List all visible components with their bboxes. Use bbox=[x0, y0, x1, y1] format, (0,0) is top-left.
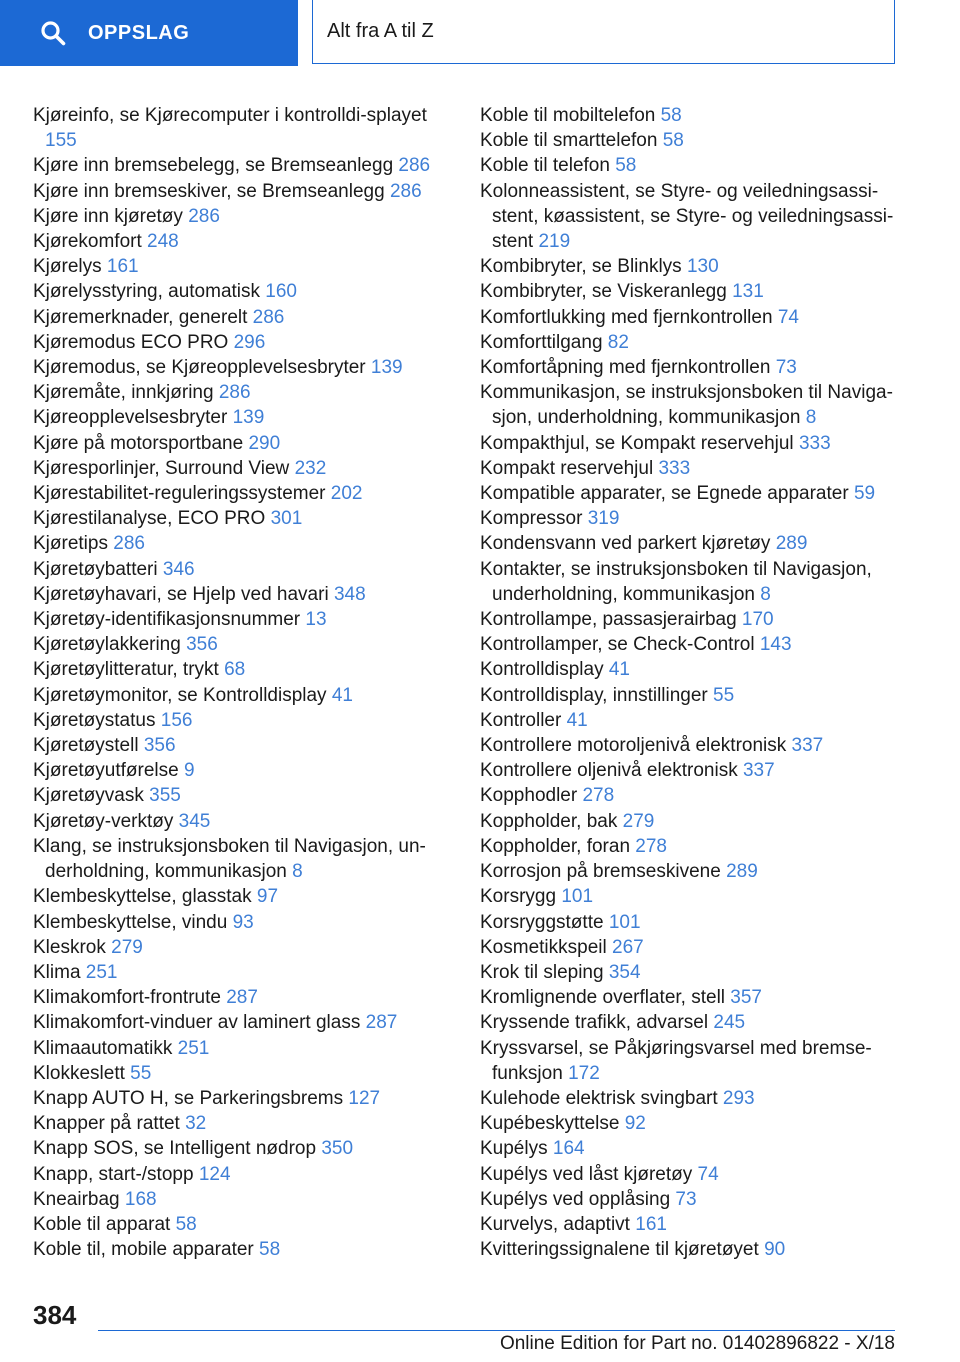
entry-text: Kjørelysstyring, automatisk bbox=[33, 281, 261, 303]
page-link[interactable]: 286 bbox=[398, 155, 431, 177]
index-entry bbox=[480, 1136, 900, 1161]
index-entry bbox=[33, 809, 441, 834]
index-entry bbox=[33, 582, 441, 607]
page-link[interactable]: 73 bbox=[675, 1188, 697, 1210]
page-link[interactable]: 337 bbox=[791, 735, 824, 757]
entry-text: Komfortlukking med fjernkontrollen bbox=[480, 306, 773, 328]
page-link[interactable]: 32 bbox=[185, 1113, 207, 1135]
entry-text: Kontroller bbox=[480, 709, 562, 731]
page-link[interactable]: 279 bbox=[622, 810, 655, 832]
entry-text: Knapp SOS, se Intelligent nødrop bbox=[33, 1138, 317, 1160]
page-link[interactable]: 101 bbox=[561, 886, 594, 908]
page-link[interactable]: 139 bbox=[370, 357, 403, 379]
index-entry bbox=[480, 910, 900, 935]
entry-text: Kosmetikkspeil bbox=[480, 936, 607, 958]
page-link[interactable]: 287 bbox=[365, 1012, 398, 1034]
index-entry bbox=[480, 985, 900, 1010]
index-entry bbox=[480, 758, 900, 783]
index-entry bbox=[480, 834, 900, 859]
entry-text: Kupébeskyttelse bbox=[480, 1113, 620, 1135]
page-link[interactable]: 278 bbox=[635, 835, 667, 857]
index-entry bbox=[480, 506, 900, 531]
index-entry bbox=[33, 1212, 441, 1237]
page-link[interactable]: 333 bbox=[658, 457, 691, 479]
index-entry bbox=[33, 254, 441, 279]
index-entry bbox=[480, 330, 900, 355]
entry-text: Kjøre inn bremseskiver, se Bremseanlegg bbox=[33, 180, 385, 202]
page-link[interactable]: 130 bbox=[686, 256, 719, 278]
page-link[interactable]: 296 bbox=[233, 331, 266, 353]
page-link[interactable]: 93 bbox=[232, 911, 254, 933]
page-number: 384 bbox=[33, 1300, 77, 1330]
index-entry bbox=[480, 1111, 900, 1136]
page-link[interactable]: 127 bbox=[348, 1087, 381, 1109]
entry-text: Kommunikasjon, se instruksjonsboken til Naviga-sjon, underholdning, kommunikasjon bbox=[480, 382, 893, 429]
entry-text: Kompakt reservehjul bbox=[480, 457, 654, 479]
oppslag-tab[interactable] bbox=[0, 0, 298, 66]
index-entry bbox=[480, 305, 900, 330]
page-link[interactable]: 333 bbox=[798, 432, 831, 454]
page-link[interactable]: 139 bbox=[232, 407, 265, 429]
entry-text: Kjøretøybatteri bbox=[33, 558, 158, 580]
entry-text: Koble til telefon bbox=[480, 155, 610, 177]
page-link[interactable]: 245 bbox=[713, 1012, 746, 1034]
index-entry bbox=[33, 607, 441, 632]
index-entry bbox=[480, 960, 900, 985]
page-link[interactable]: 289 bbox=[775, 533, 808, 555]
entry-text: Kolonneassistent, se Styre- og veiledningsassi-stent, køassistent, se Styre- og veiledningsassi-stent bbox=[480, 180, 894, 253]
page-link[interactable]: 337 bbox=[742, 760, 775, 782]
entry-text: Kombibryter, se Blinklys bbox=[480, 256, 682, 278]
index-entry bbox=[33, 229, 441, 254]
page-link[interactable]: 97 bbox=[256, 886, 279, 908]
page-link[interactable]: 58 bbox=[615, 155, 637, 177]
index-entry bbox=[33, 330, 441, 355]
entry-text: Klembeskyttelse, glasstak bbox=[33, 886, 252, 908]
entry-text: Kjøretøy-identifikasjonsnummer bbox=[33, 609, 301, 631]
page-link[interactable]: 286 bbox=[113, 533, 145, 555]
entry-text: Kontrollamper, se Check-Control bbox=[480, 634, 755, 656]
entry-text: Kurvelys, adaptivt bbox=[480, 1213, 630, 1235]
index-entry bbox=[33, 834, 441, 884]
index-entry bbox=[480, 1086, 900, 1111]
index-entry bbox=[480, 1237, 900, 1262]
page-link[interactable]: 319 bbox=[587, 508, 620, 530]
index-entry bbox=[480, 179, 900, 255]
entry-text: Klimakomfort-frontrute bbox=[33, 987, 221, 1009]
entry-text: Kjøretøystell bbox=[33, 735, 139, 757]
index-entry bbox=[480, 935, 900, 960]
page-link[interactable]: 101 bbox=[608, 911, 641, 933]
entry-text: Kupélys ved låst kjøretøy bbox=[480, 1163, 693, 1185]
index-entry bbox=[480, 1010, 900, 1035]
entry-text: Klokkeslett bbox=[33, 1062, 125, 1084]
page-link[interactable]: 348 bbox=[333, 583, 366, 605]
entry-text: Kleskrok bbox=[33, 936, 106, 958]
page-link[interactable]: 143 bbox=[759, 634, 792, 656]
entry-text: Kulehode elektrisk svingbart bbox=[480, 1087, 718, 1109]
entry-text: Kjøre inn bremsebelegg, se Bremseanlegg bbox=[33, 155, 394, 177]
index-entry bbox=[33, 1086, 441, 1111]
entry-text: Kopphodler bbox=[480, 785, 578, 807]
page-link[interactable]: 92 bbox=[624, 1113, 646, 1135]
entry-text: Komforttilgang bbox=[480, 331, 603, 353]
index-entry bbox=[33, 708, 441, 733]
entry-text: Korsryggstøtte bbox=[480, 911, 604, 933]
page-link[interactable]: 170 bbox=[741, 609, 774, 631]
index-entry bbox=[33, 1036, 441, 1061]
index-entry bbox=[33, 204, 441, 229]
index-entry bbox=[33, 1136, 441, 1161]
page-link[interactable]: 161 bbox=[106, 256, 139, 278]
entry-text: Kompakthjul, se Kompakt reservehjul bbox=[480, 432, 794, 454]
entry-text: Kjøretøyhavari, se Hjelp ved havari bbox=[33, 583, 329, 605]
page-link[interactable]: 161 bbox=[635, 1213, 667, 1235]
entry-text: Kjøremodus ECO PRO bbox=[33, 331, 229, 353]
page-link[interactable]: 8 bbox=[760, 583, 771, 605]
page-link[interactable]: 55 bbox=[130, 1062, 152, 1084]
page-link[interactable]: 248 bbox=[147, 231, 179, 253]
entry-text: Kjørestilanalyse, ECO PRO bbox=[33, 508, 266, 530]
index-entry bbox=[480, 859, 900, 884]
index-entry bbox=[33, 279, 441, 304]
page-link[interactable]: 58 bbox=[175, 1213, 197, 1235]
index-entry bbox=[480, 657, 900, 682]
page-link[interactable]: 164 bbox=[552, 1138, 585, 1160]
page-link[interactable]: 41 bbox=[331, 684, 353, 706]
entry-text: Kompressor bbox=[480, 508, 583, 530]
entry-text: Korrosjon på bremseskivene bbox=[480, 861, 721, 883]
entry-text: Klimakomfort-vinduer av laminert glass bbox=[33, 1012, 361, 1034]
entry-text: Kjøresporlinjer, Surround View bbox=[33, 457, 290, 479]
page-link[interactable]: 267 bbox=[612, 936, 644, 958]
page-link[interactable]: 160 bbox=[265, 281, 297, 303]
page-link[interactable]: 90 bbox=[764, 1239, 786, 1261]
entry-text: Kjøre inn kjøretøy bbox=[33, 205, 183, 227]
page-link[interactable]: 286 bbox=[218, 382, 251, 404]
page-link[interactable]: 251 bbox=[177, 1037, 210, 1059]
entry-text: Kontrollampe, passasjerairbag bbox=[480, 609, 737, 631]
index-entry bbox=[33, 960, 441, 985]
page-link[interactable]: 41 bbox=[566, 709, 588, 731]
index-entry bbox=[33, 153, 441, 178]
index-entry bbox=[33, 758, 441, 783]
index-entry bbox=[480, 557, 900, 607]
page-link[interactable]: 68 bbox=[224, 659, 246, 681]
page-link[interactable]: 168 bbox=[124, 1188, 157, 1210]
entry-text: Knapp AUTO H, se Parkeringsbrems bbox=[33, 1087, 344, 1109]
entry-text: Kupélys bbox=[480, 1138, 548, 1160]
index-entry bbox=[480, 632, 900, 657]
index-entry bbox=[33, 1162, 441, 1187]
page-link[interactable]: 74 bbox=[697, 1163, 719, 1185]
index-column-left bbox=[33, 103, 441, 1262]
index-entry bbox=[480, 1212, 900, 1237]
entry-text: Kjøremerknader, generelt bbox=[33, 306, 248, 328]
index-entry bbox=[33, 935, 441, 960]
index-entry bbox=[33, 657, 441, 682]
page-link[interactable]: 131 bbox=[732, 281, 764, 303]
page-link[interactable]: 346 bbox=[162, 558, 195, 580]
index-entry bbox=[33, 481, 441, 506]
entry-text: Koble til, mobile apparater bbox=[33, 1239, 254, 1261]
section-title: Alt fra A til Z bbox=[312, 0, 895, 64]
entry-text: Kjøretøyvask bbox=[33, 785, 144, 807]
index-entry bbox=[33, 405, 441, 430]
entry-text: Kontrolldisplay, innstillinger bbox=[480, 684, 708, 706]
index-entry bbox=[33, 355, 441, 380]
entry-text: Koble til smarttelefon bbox=[480, 130, 658, 152]
footer-divider bbox=[98, 1330, 895, 1331]
entry-text: Kjøremodus, se Kjøreopplevelsesbryter bbox=[33, 357, 366, 379]
index-entry bbox=[480, 531, 900, 556]
index-entry bbox=[33, 1010, 441, 1035]
index-entry bbox=[480, 708, 900, 733]
index-entry bbox=[480, 279, 900, 304]
entry-text: Kneairbag bbox=[33, 1188, 120, 1210]
index-entry bbox=[480, 481, 900, 506]
index-entry bbox=[33, 632, 441, 657]
index-entry bbox=[480, 809, 900, 834]
entry-text: Korsrygg bbox=[480, 886, 557, 908]
index-entry bbox=[33, 380, 441, 405]
entry-text: Krok til sleping bbox=[480, 961, 604, 983]
page-link[interactable]: 356 bbox=[186, 634, 218, 656]
page-link[interactable]: 278 bbox=[582, 785, 615, 807]
index-entry bbox=[33, 683, 441, 708]
index-entry bbox=[480, 783, 900, 808]
entry-text: Klang, se instruksjonsboken til Navigasjon, un-derholdning, kommunikasjon bbox=[33, 835, 426, 883]
page-link[interactable]: 354 bbox=[608, 961, 641, 983]
entry-text: Kondensvann ved parkert kjøretøy bbox=[480, 533, 771, 555]
page-link[interactable]: 232 bbox=[294, 457, 327, 479]
entry-text: Kvitteringssignalene til kjøretøyet bbox=[480, 1239, 759, 1261]
entry-text: Kromlignende overflater, stell bbox=[480, 987, 726, 1009]
entry-text: Kjøreopplevelsesbryter bbox=[33, 407, 228, 429]
entry-text: Kjøre på motorsportbane bbox=[33, 432, 244, 454]
entry-text: Kontrolldisplay bbox=[480, 659, 604, 681]
page-link[interactable]: 8 bbox=[292, 861, 303, 883]
index-entry bbox=[33, 1111, 441, 1136]
entry-text: Kjøremåte, innkjøring bbox=[33, 382, 214, 404]
index-entry bbox=[480, 1187, 900, 1212]
index-entry bbox=[33, 1061, 441, 1086]
page-link[interactable]: 350 bbox=[321, 1138, 354, 1160]
index-entry bbox=[33, 910, 441, 935]
index-entry bbox=[33, 1237, 441, 1262]
entry-text: Kjørekomfort bbox=[33, 231, 142, 253]
page-link[interactable]: 9 bbox=[183, 760, 195, 782]
entry-text: Kjøreinfo, se Kjørecomputer i kontrolldi-splayet bbox=[33, 105, 427, 126]
entry-text: Klembeskyttelse, vindu bbox=[33, 911, 228, 933]
index-entry bbox=[480, 607, 900, 632]
page-link[interactable]: 301 bbox=[270, 508, 303, 530]
index-entry bbox=[33, 431, 441, 456]
entry-text: Koppholder, bak bbox=[480, 810, 618, 832]
page-link[interactable]: 124 bbox=[198, 1163, 231, 1185]
page-link[interactable]: 74 bbox=[777, 306, 799, 328]
search-icon bbox=[40, 20, 66, 46]
entry-text: Kombibryter, se Viskeranlegg bbox=[480, 281, 727, 303]
index-entry bbox=[480, 733, 900, 758]
entry-text: Kryssende trafikk, advarsel bbox=[480, 1012, 709, 1034]
entry-text: Kjøretøystatus bbox=[33, 709, 156, 731]
footer-edition bbox=[500, 1333, 895, 1355]
index-entry bbox=[33, 305, 441, 330]
page-link[interactable]: 356 bbox=[143, 735, 176, 757]
index-entry bbox=[480, 1162, 900, 1187]
page-link[interactable]: 58 bbox=[259, 1239, 281, 1261]
entry-text: Koppholder, foran bbox=[480, 835, 631, 857]
entry-text: Knapp, start-/stopp bbox=[33, 1163, 194, 1185]
index-entry bbox=[33, 733, 441, 758]
entry-text: Kjøretøylitteratur, trykt bbox=[33, 659, 219, 681]
page-link[interactable]: 172 bbox=[568, 1062, 600, 1084]
page-link[interactable]: 156 bbox=[160, 709, 193, 731]
entry-text: Kjøretøymonitor, se Kontrolldisplay bbox=[33, 684, 327, 706]
index-entry bbox=[33, 985, 441, 1010]
entry-text: Kompatible apparater, se Egnede apparater bbox=[480, 483, 849, 505]
index-entry bbox=[480, 128, 900, 153]
page-link[interactable]: 287 bbox=[226, 987, 258, 1009]
index-entry bbox=[480, 884, 900, 909]
entry-text: Kjøretøyutførelse bbox=[33, 760, 179, 782]
index-entry bbox=[33, 179, 441, 204]
page-link[interactable]: 286 bbox=[252, 306, 285, 328]
entry-text: Kjøretøylakkering bbox=[33, 634, 181, 656]
page-link[interactable]: 55 bbox=[713, 684, 735, 706]
entry-text: Kupélys ved opplåsing bbox=[480, 1188, 671, 1210]
entry-text: Kjørelys bbox=[33, 256, 102, 278]
index-column-right bbox=[480, 103, 900, 1262]
entry-text: Komfortåpning med fjernkontrollen bbox=[480, 357, 771, 379]
entry-text: Kryssvarsel, se Påkjøringsvarsel med bremse-funksjon bbox=[480, 1037, 872, 1084]
entry-text: Kjørestabilitet-reguleringssystemer bbox=[33, 483, 326, 505]
page-link[interactable]: 73 bbox=[775, 357, 797, 379]
index-entry bbox=[480, 683, 900, 708]
index-entry bbox=[480, 431, 900, 456]
edition-text: Online Edition for Part no. 01402896822 - X/18 bbox=[499, 1333, 895, 1354]
index-entry bbox=[33, 884, 441, 909]
index-entry bbox=[33, 506, 441, 531]
page-link[interactable]: 155 bbox=[45, 130, 77, 152]
entry-text: Kontrollere oljenivå elektronisk bbox=[480, 760, 738, 782]
page-link[interactable]: 357 bbox=[730, 987, 762, 1009]
index-entry bbox=[33, 103, 441, 153]
page-link[interactable]: 202 bbox=[330, 483, 363, 505]
page-link[interactable]: 290 bbox=[248, 432, 281, 454]
entry-text: Kontrollere motoroljenivå elektronisk bbox=[480, 735, 787, 757]
page-link[interactable]: 289 bbox=[726, 861, 758, 883]
entry-text: Koble til apparat bbox=[33, 1213, 171, 1235]
entry-text: Kjøretøy-verktøy bbox=[33, 810, 174, 832]
page-link[interactable]: 286 bbox=[389, 180, 422, 202]
index-entry bbox=[480, 380, 900, 430]
oppslag-label: OPPSLAG bbox=[88, 21, 190, 44]
page-link[interactable]: 251 bbox=[85, 961, 118, 983]
page-link[interactable]: 355 bbox=[149, 785, 181, 807]
index-entry bbox=[33, 1187, 441, 1212]
page-link[interactable]: 286 bbox=[188, 205, 220, 227]
entry-text: Klima bbox=[33, 961, 81, 983]
page-link[interactable]: 13 bbox=[305, 609, 327, 631]
page-link[interactable]: 41 bbox=[608, 659, 630, 681]
entry-text: Kjøretips bbox=[33, 533, 108, 555]
page-link[interactable]: 58 bbox=[662, 130, 684, 152]
index-entry bbox=[33, 783, 441, 808]
index-entry bbox=[480, 103, 900, 128]
entry-text: Knapper på rattet bbox=[33, 1113, 180, 1135]
page-link[interactable]: 219 bbox=[538, 231, 571, 253]
entry-text: Klimaautomatikk bbox=[33, 1037, 173, 1059]
index-entry bbox=[480, 254, 900, 279]
page-link[interactable]: 58 bbox=[660, 105, 682, 126]
page-link[interactable]: 279 bbox=[111, 936, 143, 958]
page-link[interactable]: 82 bbox=[607, 331, 629, 353]
index-entry bbox=[480, 153, 900, 178]
page-link[interactable]: 345 bbox=[178, 810, 211, 832]
index-entry bbox=[33, 557, 441, 582]
entry-text: Kontakter, se instruksjonsboken til Navigasjon, underholdning, kommunikasjon bbox=[480, 558, 872, 605]
page-link[interactable]: 8 bbox=[805, 407, 817, 429]
page-link[interactable]: 59 bbox=[853, 483, 876, 505]
index-entry bbox=[480, 355, 900, 380]
index-entry bbox=[480, 456, 900, 481]
index-entry bbox=[33, 531, 441, 556]
index-entry bbox=[33, 456, 441, 481]
index-entry bbox=[480, 1036, 900, 1086]
page-link[interactable]: 293 bbox=[722, 1087, 755, 1109]
entry-text: Koble til mobiltelefon bbox=[480, 105, 656, 126]
